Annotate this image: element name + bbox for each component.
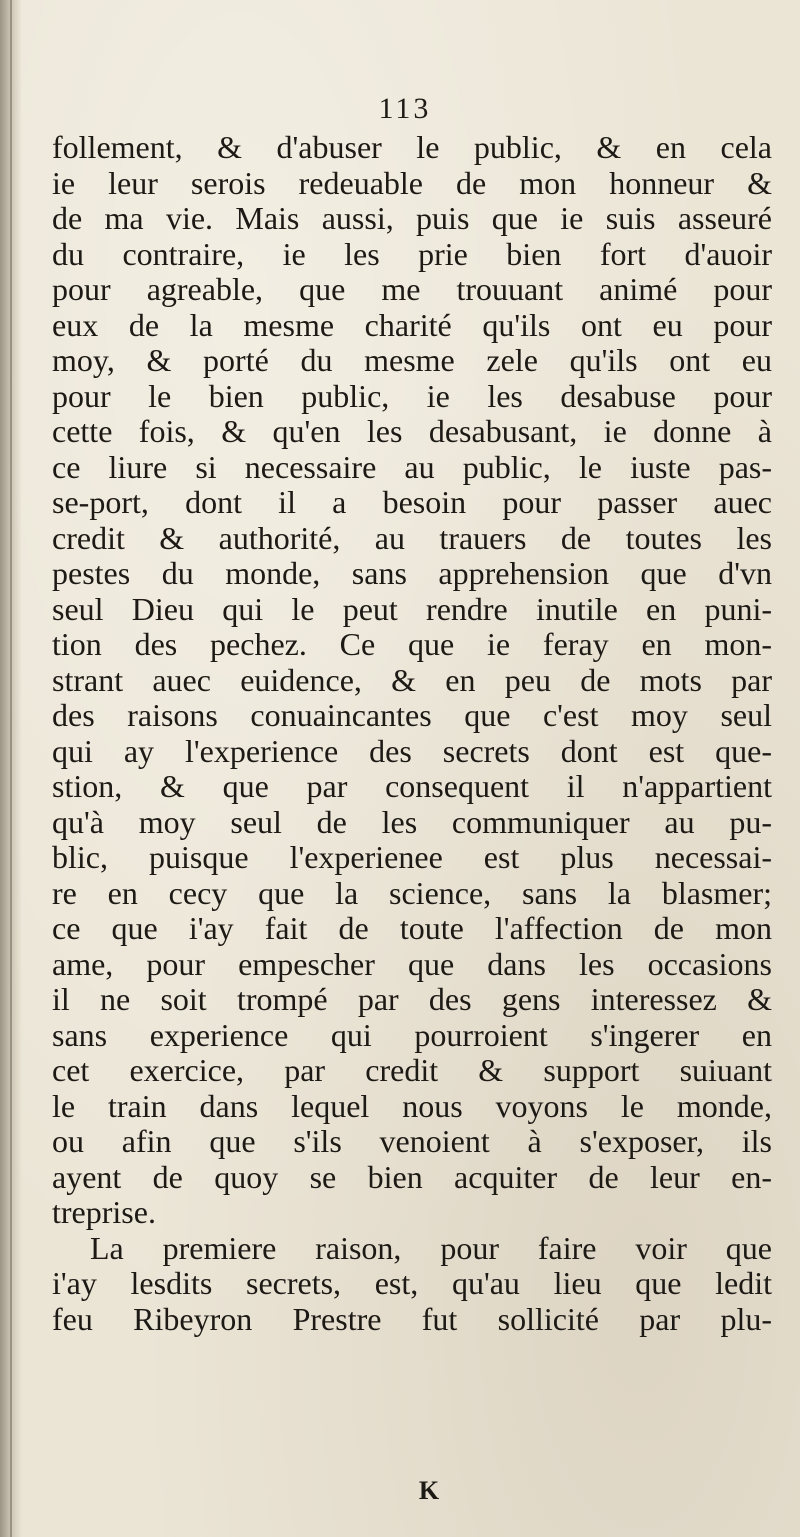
text-line: il ne soit trompé par des gens interessez &	[52, 981, 772, 1017]
text-line: qu'à moy seul de les communiquer au pu-	[52, 803, 772, 840]
text-line: sans experience qui pourroient s'ingerer en	[52, 1016, 772, 1053]
text-line: ayent de quoy se bien acquiter de leur en-	[52, 1158, 772, 1195]
text-line: du contraire, ie les prie bien fort d'auoir	[52, 235, 772, 272]
signature-mark: K	[418, 1476, 440, 1505]
text-line: feu Ribeyron Prestre fut sollicité par plu-	[52, 1300, 772, 1337]
text-line: pestes du monde, sans apprehension que d'vn	[52, 555, 772, 591]
text-line: pour le bien public, ie les desabuse pour	[52, 377, 772, 414]
paragraph-start-line: La premiere raison, pour faire voir que	[90, 1229, 772, 1266]
text-line: ce liure si necessaire au public, le iuste pas-	[52, 448, 772, 485]
text-line: follement, & d'abuser le public, & en cela	[52, 129, 772, 165]
text-line: tion des pechez. Ce que ie feray en mon-	[52, 626, 772, 662]
text-line: re en cecy que la science, sans la blasmer;	[52, 874, 772, 911]
text-line: stion, & que par consequent il n'appartient	[52, 768, 772, 804]
text-line: credit & authorité, au trauers de toutes les	[52, 519, 772, 556]
text-line: pour agreable, que me trouuant animé pour	[52, 271, 772, 307]
body-text	[52, 130, 772, 1337]
text-line: i'ay lesdits secrets, est, qu'au lieu que ledit	[52, 1265, 772, 1301]
text-line: le train dans lequel nous voyons le monde,	[52, 1087, 772, 1124]
paragraph-end-line: treprise.	[52, 1194, 156, 1230]
text-line: de ma vie. Mais aussi, puis que ie suis asseuré	[52, 200, 772, 236]
text-line: moy, & porté du mesme zele qu'ils ont eu	[52, 342, 772, 378]
text-line: ou afin que s'ils venoient à s'exposer, ils	[52, 1123, 772, 1159]
text-line: eux de la mesme charité qu'ils ont eu pour	[52, 306, 772, 343]
text-line: ce que i'ay fait de toute l'affection de mon	[52, 910, 772, 946]
text-line: des raisons conuaincantes que c'est moy seul	[52, 697, 772, 733]
binding-edge	[10, 0, 12, 1537]
text-line: ie leur serois redeuable de mon honneur &	[52, 164, 772, 201]
text-line: strant auec euidence, & en peu de mots par	[52, 661, 772, 698]
text-line: cet exercice, par credit & support suiuant	[52, 1052, 772, 1088]
text-line: cette fois, & qu'en les desabusant, ie donne à	[52, 413, 772, 449]
text-line: blic, puisque l'experienee est plus necessai-	[52, 839, 772, 875]
page-number: 113	[378, 92, 432, 125]
text-line: se-port, dont il a besoin pour passer auec	[52, 484, 772, 520]
text-line: ame, pour empescher que dans les occasions	[52, 945, 772, 982]
text-line: seul Dieu qui le peut rendre inutile en puni-	[52, 590, 772, 627]
text-line: qui ay l'experience des secrets dont est que-	[52, 732, 772, 769]
